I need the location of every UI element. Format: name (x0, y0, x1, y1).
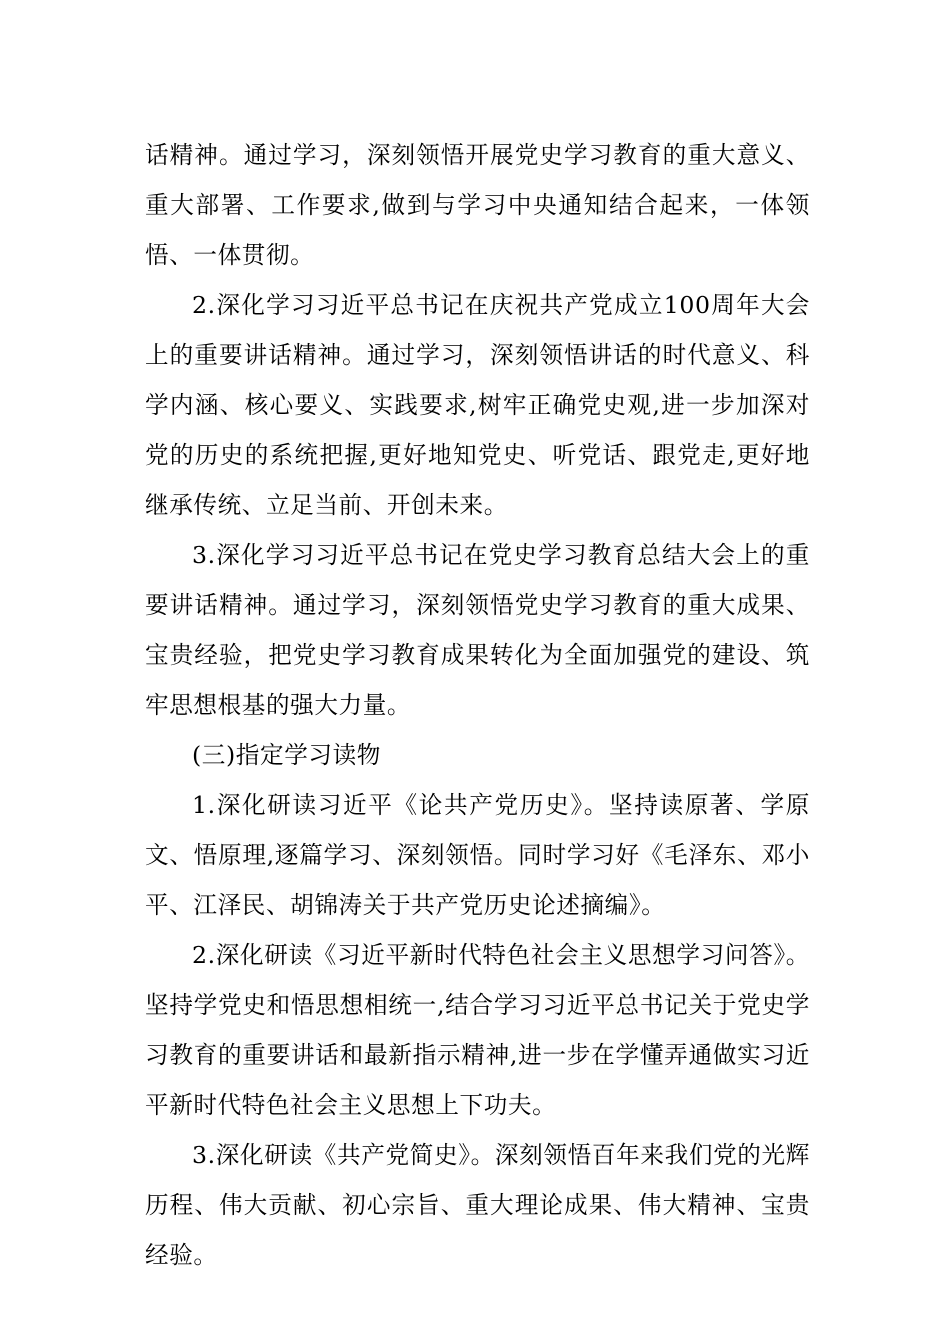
paragraph-item-3: 3.深化学习习近平总书记在党史学习教育总结大会上的重要讲话精神。通过学习，深刻领悟党史学习教育的重大成果、宝贵经验，把党史学习教育成果转化为全面加强党的建设、筑牢思想根基的强大力量。 (145, 541, 810, 719)
section-heading-reading-materials: (三)指定学习读物 (192, 741, 381, 769)
paragraph-item-2: 2.深化学习习近平总书记在庆祝共产党成立100周年大会上的重要讲话精神。通过学习，深刻领悟讲话的时代意义、科学内涵、核心要义、实践要求,树牢正确党史观,进一步加深对党的历史的系统把握,更好地知党史、听党话、跟党走,更好地继承传统、立足当前、开创未来。 (145, 291, 810, 519)
paragraph-reading-2: 2.深化研读《习近平新时代特色社会主义思想学习问答》。坚持学党史和悟思想相统一,结合学习习近平总书记关于党史学习教育的重要讲话和最新指示精神,进一步在学懂弄通做实习近平新时代特色社会主义思想上下功夫。 (145, 941, 810, 1119)
paragraph-reading-1: 1.深化研读习近平《论共产党历史》。坚持读原著、学原文、悟原理,逐篇学习、深刻领悟。同时学习好《毛泽东、邓小平、江泽民、胡锦涛关于共产党历史论述摘编》。 (145, 791, 810, 919)
paragraph-continuation: 话精神。通过学习，深刻领悟开展党史学习教育的重大意义、重大部署、工作要求,做到与学习中央通知结合起来，一体领悟、一体贯彻。 (145, 141, 810, 269)
paragraph-reading-3: 3.深化研读《共产党简史》。深刻领悟百年来我们党的光辉历程、伟大贡献、初心宗旨、重大理论成果、伟大精神、宝贵经验。 (145, 1141, 810, 1269)
document-body (145, 130, 810, 1280)
